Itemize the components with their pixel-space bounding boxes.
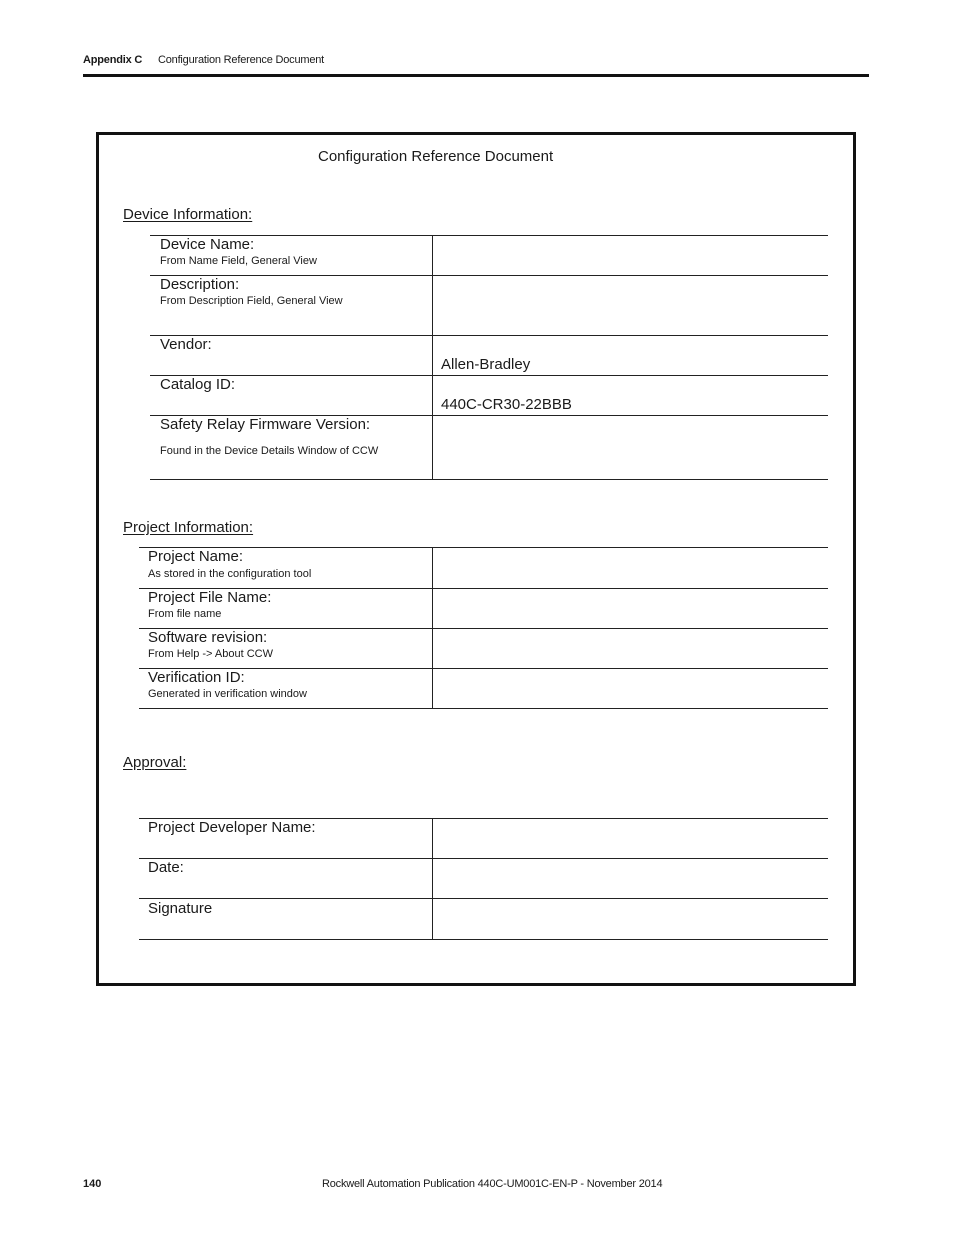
date-label: Date:: [148, 859, 184, 876]
firmware-hint: Found in the Device Details Window of CCW: [160, 445, 379, 457]
description-hint: From Description Field, General View: [160, 295, 343, 307]
device-name-label: Device Name:: [160, 236, 255, 253]
catalog-id-value: 440C-CR30-22BBB: [441, 396, 572, 413]
catalog-id-label: Catalog ID:: [160, 376, 236, 393]
verification-id-hint: Generated in verification window: [148, 688, 307, 700]
description-label: Description:: [160, 276, 240, 293]
project-info-heading: Project Information:: [123, 519, 254, 536]
approval-column-divider: [432, 818, 433, 939]
software-revision-hint: From Help -> About CCW: [148, 648, 274, 660]
device-info-heading: Device Information:: [123, 206, 253, 223]
signature-label: Signature: [148, 900, 213, 917]
vendor-label: Vendor:: [160, 336, 212, 353]
firmware-label: Safety Relay Firmware Version:: [160, 416, 371, 433]
approval-heading: Approval:: [123, 754, 187, 771]
project-column-divider: [432, 547, 433, 708]
header-rule: [83, 74, 869, 77]
project-name-label: Project Name:: [148, 548, 244, 565]
vendor-value: Allen-Bradley: [441, 356, 531, 373]
verification-id-label: Verification ID:: [148, 669, 245, 686]
project-name-hint: As stored in the configuration tool: [148, 568, 312, 580]
page-number: 140: [83, 1178, 102, 1190]
header-title: Configuration Reference Document: [158, 54, 325, 66]
developer-name-label: Project Developer Name:: [148, 819, 316, 836]
project-file-name-label: Project File Name:: [148, 589, 272, 606]
device-column-divider: [432, 235, 433, 479]
approval-row-signature: [139, 898, 828, 940]
approval-row-date: [139, 858, 828, 899]
device-name-hint: From Name Field, General View: [160, 255, 317, 267]
header-appendix-label: Appendix C: [83, 54, 143, 66]
publication-info: Rockwell Automation Publication 440C-UM001C-EN-P - November 2014: [322, 1178, 663, 1190]
software-revision-label: Software revision:: [148, 629, 268, 646]
project-file-name-hint: From file name: [148, 608, 222, 620]
form-title: Configuration Reference Document: [318, 148, 554, 165]
